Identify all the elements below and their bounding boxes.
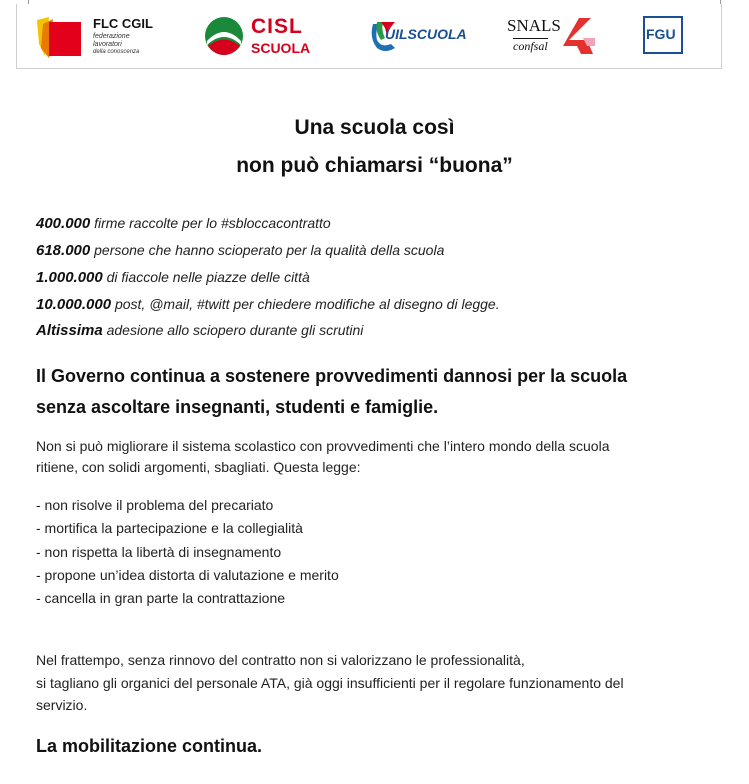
intro-line-1: Non si può migliorare il sistema scolastico con provvedimenti che l’intero mondo della scuola <box>36 438 610 454</box>
bullet-item-1: - non risolve il problema del precariato <box>36 497 274 513</box>
bullet-item-5: - cancella in gran parte la contrattazione <box>36 590 286 606</box>
fgu-logo <box>643 14 687 58</box>
stat-1-number: 400.000 <box>36 215 91 232</box>
title-line-2: non può chiamarsi “buona” <box>236 154 513 177</box>
stat-5-text: adesione allo sciopero durante gli scrutini <box>102 322 364 338</box>
cisl-bottom-text: SCUOLA <box>251 40 311 56</box>
intro-line-2: ritiene, con solidi argomenti, sbagliati. Questa legge: <box>36 459 361 475</box>
snals-arrow-icon <box>557 18 597 56</box>
flc-cgil-name: FLC CGIL <box>93 16 153 31</box>
flc-cgil-sub3: della conoscenza <box>93 49 140 55</box>
flc-cgil-emblem-icon <box>35 16 85 60</box>
stat-3-number: 1.000.000 <box>36 269 103 286</box>
final-statement: La mobilitazione continua. <box>36 736 263 756</box>
closing-line-2: si tagliano gli organici del personale ATA, già oggi insufficienti per il regolare funzionamento del <box>36 675 624 691</box>
cisl-top-text: CISL <box>251 15 303 38</box>
stat-2 <box>36 242 444 259</box>
stat-4 <box>36 296 500 313</box>
stat-1 <box>36 215 331 232</box>
bullet-item-3: - non rispetta la libertà di insegnamento <box>36 544 282 560</box>
heading-line-2: senza ascoltare insegnanti, studenti e famiglie. <box>36 397 439 417</box>
stat-2-text: persone che hanno scioperato per la qualità della scuola <box>90 242 445 258</box>
snals-confsal-logo <box>507 14 607 58</box>
bullet-item-2: - mortifica la partecipazione e la collegialità <box>36 520 303 536</box>
stat-4-number: 10.000.000 <box>36 296 112 313</box>
closing-line-3: servizio. <box>36 697 88 713</box>
stat-1-text: firme raccolte per lo #sbloccacontratto <box>90 215 331 231</box>
fgu-text: FGU <box>646 26 676 42</box>
title-line-1: Una scuola così <box>294 116 455 139</box>
heading-line-1: Il Governo continua a sostenere provvedimenti dannosi per la scuola <box>36 366 628 386</box>
stat-2-number: 618.000 <box>36 242 91 259</box>
flc-cgil-logo <box>35 14 165 58</box>
cisl-scuola-logo <box>203 14 321 58</box>
snals-top-text: SNALS <box>507 16 561 35</box>
stat-3 <box>36 269 310 286</box>
cisl-emblem-icon <box>203 15 245 57</box>
logo-header <box>16 4 722 69</box>
stat-5-number: Altissima <box>36 322 103 339</box>
bullet-item-4: - propone un’idea distorta di valutazione e merito <box>36 567 339 583</box>
stat-5 <box>36 322 363 339</box>
stat-4-text: post, @mail, #twitt per chiedere modifiche al disegno di legge. <box>111 296 500 312</box>
snals-bottom-text: confsal <box>513 39 548 53</box>
flc-cgil-sub1: federazione <box>93 33 130 40</box>
flc-cgil-sub2: lavoratori <box>93 41 122 48</box>
closing-line-1: Nel frattempo, senza rinnovo del contratto non si valorizzano le professionalità, <box>36 652 525 668</box>
stat-3-text: di fiaccole nelle piazze delle città <box>102 269 310 285</box>
uil-scuola-logo <box>367 14 467 58</box>
uil-text: UILSCUOLA <box>385 26 467 42</box>
